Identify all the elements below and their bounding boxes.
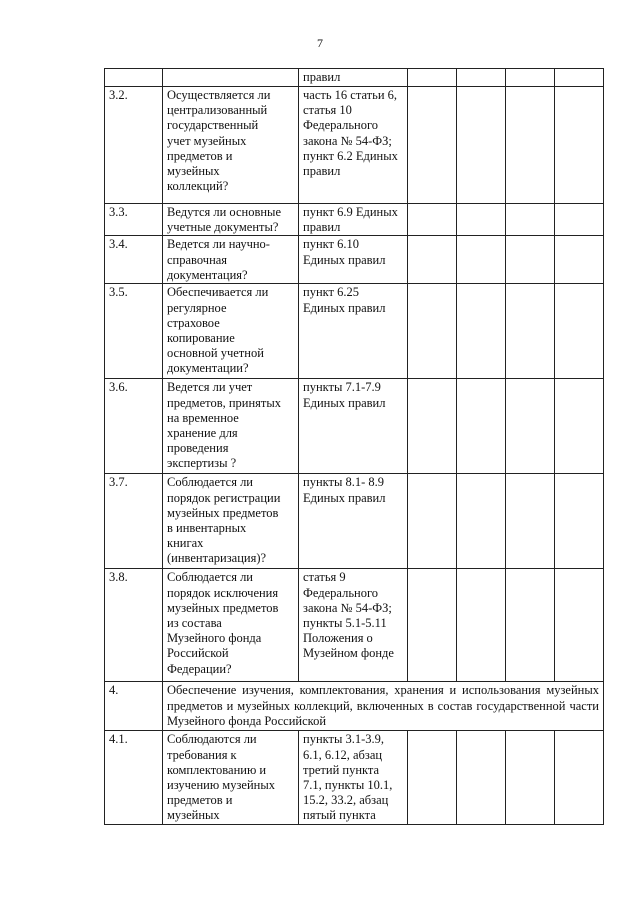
reference-cell: часть 16 статьи 6, статья 10 Федерального закона № 54-ФЗ; пункт 6.2 Единых правил	[299, 87, 408, 204]
empty-cell	[457, 236, 506, 284]
empty-cell	[408, 87, 457, 204]
row-number: 3.5.	[105, 284, 163, 379]
empty-cell	[457, 204, 506, 236]
question-cell: Ведется ли учет предметов, принятых на временное хранение для проведения экспертизы ?	[163, 379, 299, 474]
question-cell	[163, 69, 299, 87]
empty-cell	[506, 69, 555, 87]
empty-cell	[506, 87, 555, 204]
empty-cell	[457, 569, 506, 682]
empty-cell	[506, 236, 555, 284]
table-row	[105, 87, 604, 204]
empty-cell	[506, 379, 555, 474]
reference-cell: пункт 6.10 Единых правил	[299, 236, 408, 284]
empty-cell	[408, 236, 457, 284]
empty-cell	[555, 731, 604, 825]
empty-cell	[408, 731, 457, 825]
empty-cell	[555, 474, 604, 569]
empty-cell	[506, 204, 555, 236]
table-row	[105, 69, 604, 87]
empty-cell	[408, 284, 457, 379]
page-number: 7	[317, 36, 323, 50]
table-row	[105, 474, 604, 569]
empty-cell	[506, 284, 555, 379]
empty-cell	[408, 69, 457, 87]
empty-cell	[555, 569, 604, 682]
empty-cell	[457, 69, 506, 87]
table-row	[105, 569, 604, 682]
row-number: 3.3.	[105, 204, 163, 236]
reference-cell: пункты 7.1-7.9 Единых правил	[299, 379, 408, 474]
row-number: 3.8.	[105, 569, 163, 682]
empty-cell	[457, 379, 506, 474]
row-number: 3.7.	[105, 474, 163, 569]
empty-cell	[457, 731, 506, 825]
table-row	[105, 284, 604, 379]
row-number: 3.6.	[105, 379, 163, 474]
empty-cell	[555, 87, 604, 204]
section-title: Обеспечение изучения, комплектования, хранения и использования музейных предметов и музейных коллекций, включенных в состав государственной части Музейного фонда Российской	[163, 682, 604, 731]
row-number: 3.2.	[105, 87, 163, 204]
empty-cell	[555, 379, 604, 474]
empty-cell	[506, 474, 555, 569]
reference-cell: правил	[299, 69, 408, 87]
reference-cell: пункт 6.25 Единых правил	[299, 284, 408, 379]
question-cell: Соблюдается ли порядок регистрации музейных предметов в инвентарных книгах (инвентаризация)?	[163, 474, 299, 569]
checklist-table	[104, 68, 604, 825]
section-number: 4.	[105, 682, 163, 731]
empty-cell	[506, 731, 555, 825]
reference-cell: пункты 3.1-3.9, 6.1, 6.12, абзац третий пункта 7.1, пункты 10.1, 15.2, 33.2, абзац пятый пункта	[299, 731, 408, 825]
reference-cell: пункт 6.9 Единых правил	[299, 204, 408, 236]
row-number: 3.4.	[105, 236, 163, 284]
table-row	[105, 204, 604, 236]
empty-cell	[506, 569, 555, 682]
empty-cell	[555, 69, 604, 87]
question-cell: Соблюдается ли порядок исключения музейных предметов из состава Музейного фонда Российской Федерации?	[163, 569, 299, 682]
question-cell: Ведется ли научно- справочная документация?	[163, 236, 299, 284]
reference-cell: статья 9 Федерального закона № 54-ФЗ; пункты 5.1-5.11 Положения о Музейном фонде	[299, 569, 408, 682]
empty-cell	[457, 87, 506, 204]
empty-cell	[408, 379, 457, 474]
empty-cell	[408, 569, 457, 682]
empty-cell	[555, 284, 604, 379]
question-cell: Осуществляется ли централизованный государственный учет музейных предметов и музейных коллекций?	[163, 87, 299, 204]
empty-cell	[457, 284, 506, 379]
question-cell: Ведутся ли основные учетные документы?	[163, 204, 299, 236]
table-row	[105, 731, 604, 825]
empty-cell	[408, 474, 457, 569]
empty-cell	[408, 204, 457, 236]
question-cell: Обеспечивается ли регулярное страховое копирование основной учетной документации?	[163, 284, 299, 379]
table-row	[105, 236, 604, 284]
section-row	[105, 682, 604, 731]
question-cell: Соблюдаются ли требования к комплектованию и изучению музейных предметов и музейных	[163, 731, 299, 825]
row-number	[105, 69, 163, 87]
empty-cell	[555, 236, 604, 284]
empty-cell	[457, 474, 506, 569]
empty-cell	[555, 204, 604, 236]
row-number: 4.1.	[105, 731, 163, 825]
reference-cell: пункты 8.1- 8.9 Единых правил	[299, 474, 408, 569]
table-row	[105, 379, 604, 474]
